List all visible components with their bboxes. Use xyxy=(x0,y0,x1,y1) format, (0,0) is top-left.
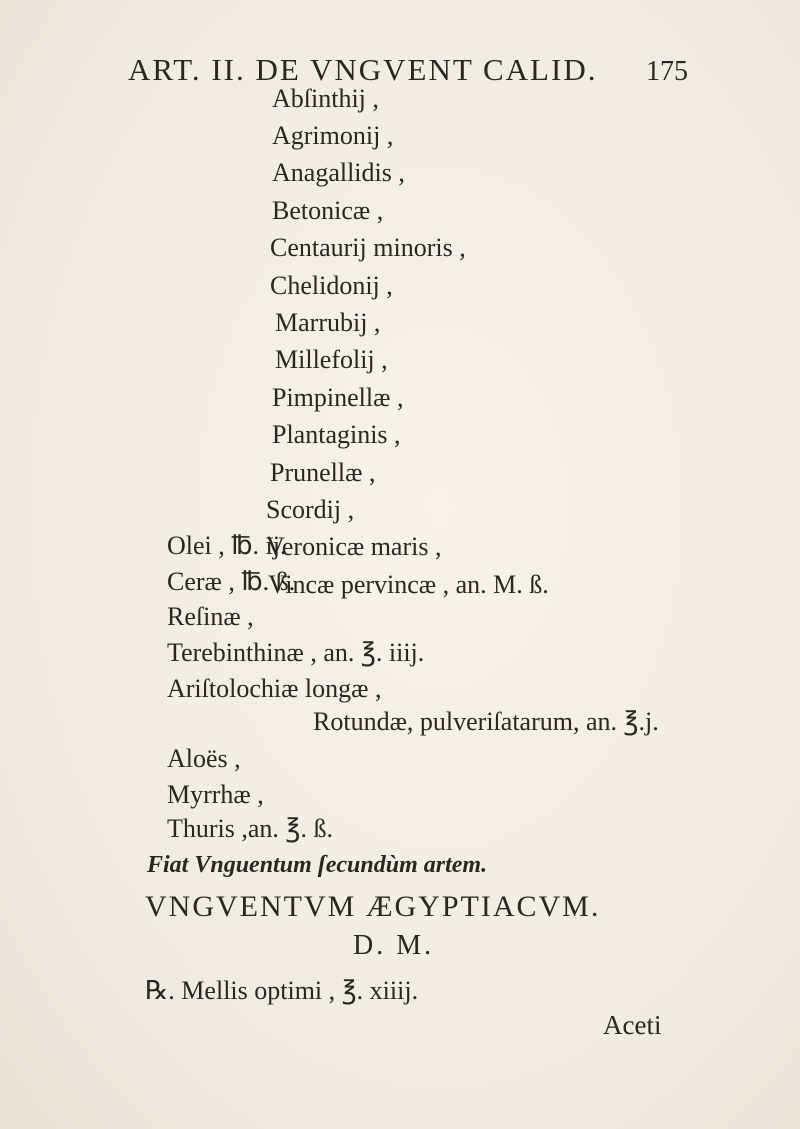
list-item: Ceræ , ℔. ß. xyxy=(167,567,296,596)
list-item: Olei , ℔. ij. xyxy=(167,531,287,560)
list-item: Anagallidis , xyxy=(272,158,405,187)
list-item: Ariſtolochiæ longæ , xyxy=(167,674,382,703)
list-item: Centaurij minoris , xyxy=(270,233,466,262)
page-number: 175 xyxy=(646,56,688,87)
list-item: Prunellæ , xyxy=(270,458,376,487)
list-item: Rotundæ, pulveriſatarum, an. ℥.j. xyxy=(313,707,659,736)
list-item: Terebinthinæ , an. ℥. iiij. xyxy=(167,638,425,667)
list-item: Betonicæ , xyxy=(272,196,384,225)
list-item: Thuris ,an. ℥. ß. xyxy=(167,814,333,843)
list-item: Chelidonij , xyxy=(270,271,393,300)
list-item: Reſinæ , xyxy=(167,602,254,631)
section-title: VNGVENTVM ÆGYPTIACVM. xyxy=(145,890,601,923)
list-item: Marrubij , xyxy=(275,308,381,337)
list-item: Millefolij , xyxy=(275,345,388,374)
list-item: Aloës , xyxy=(167,744,241,773)
list-item: Scordij , xyxy=(266,495,355,524)
running-title: ART. II. DE VNGVENT CALID. xyxy=(128,52,598,87)
list-item: Plantaginis , xyxy=(272,420,401,449)
page-header xyxy=(128,52,688,98)
list-item: Pimpinellæ , xyxy=(272,383,404,412)
section-subtitle: D. M. xyxy=(353,930,435,961)
list-item: Myrrhæ , xyxy=(167,780,264,809)
catchword: Aceti xyxy=(603,1010,662,1040)
instruction-line: Fiat Vnguentum ſecundùm artem. xyxy=(147,852,488,878)
list-item: Vincæ pervincæ , an. M. ß. xyxy=(268,570,549,599)
list-item: Abſinthij , xyxy=(272,84,379,113)
list-item: Veronicæ maris , xyxy=(266,532,442,561)
recipe-line: ℞. Mellis optimi , ℥. xiiij. xyxy=(145,976,419,1005)
list-item: Agrimonij , xyxy=(272,121,394,150)
